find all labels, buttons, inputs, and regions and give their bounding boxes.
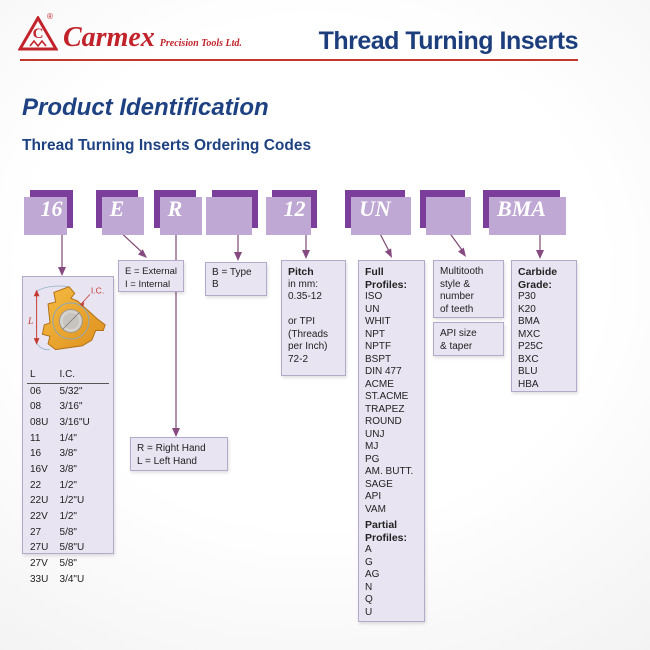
cell-ic: 3/4"U	[59, 573, 85, 585]
cell-ic: 5/32"	[59, 385, 83, 397]
cell-l: 06	[30, 385, 42, 397]
brand-subtitle: Precision Tools Ltd.	[159, 38, 242, 49]
cell-ic: 1/2"	[59, 511, 77, 523]
cell-l: 27	[30, 526, 42, 538]
profile-item: NPTF	[365, 341, 392, 352]
note-line: L = Left Hand	[137, 455, 197, 467]
insert-size-panel	[22, 276, 114, 585]
note-line: R = Right Hand	[137, 443, 206, 454]
table-row	[27, 557, 109, 573]
note-line: I = Internal	[125, 279, 171, 290]
code-label: E	[109, 196, 125, 221]
note-line: in mm:	[288, 278, 318, 290]
cell-ic: 1/2"U	[59, 495, 85, 507]
external-internal-box	[118, 260, 184, 292]
dim-l-label: L	[28, 316, 34, 327]
pitch-box	[281, 260, 346, 376]
code-label: 16	[40, 196, 63, 221]
profile-item: UNJ	[365, 428, 385, 440]
note-line: Multitooth	[440, 266, 484, 277]
profile-item: API	[365, 491, 382, 502]
profile-item: AG	[365, 569, 380, 580]
cell-l: 08	[30, 401, 42, 413]
section-subheading: Thread Turning Inserts Ordering Codes	[22, 137, 312, 154]
profile-item: TRAPEZ	[365, 403, 405, 415]
profile-item: ISO	[365, 291, 383, 302]
profile-item: SAGE	[365, 478, 393, 490]
code-box-blank-2	[420, 190, 465, 228]
cell-l: 27V	[30, 558, 48, 570]
note-line: of teeth	[440, 303, 474, 315]
table-row	[27, 384, 109, 400]
table-row	[27, 462, 109, 478]
note-line: number	[440, 291, 474, 302]
grade-item: BMA	[518, 316, 540, 327]
grade-item: HBA	[518, 378, 539, 390]
cell-l: 22U	[30, 495, 49, 507]
grade-item: P25C	[518, 341, 544, 352]
profile-item: MJ	[365, 441, 379, 452]
code-label: 12	[283, 196, 306, 221]
cell-ic: 5/8"	[59, 558, 77, 570]
profile-item: N	[365, 581, 373, 593]
cell-l: 08U	[30, 416, 49, 428]
cell-ic: 3/16"U	[59, 416, 90, 428]
note-line: B = Type B	[212, 266, 252, 290]
table-row	[27, 510, 109, 526]
code-label: UN	[359, 196, 391, 221]
code-box-blank-1	[212, 190, 258, 228]
cell-ic: 3/8"	[59, 448, 77, 460]
table-row	[27, 572, 109, 588]
profile-item: PG	[365, 453, 380, 465]
cell-ic: 1/2"	[59, 479, 77, 491]
table-row	[27, 541, 109, 557]
multitooth-box	[433, 260, 504, 318]
grade-item: BLU	[518, 366, 538, 377]
header-divider	[20, 59, 578, 61]
insert-diagram	[27, 281, 111, 361]
profile-item: UN	[365, 303, 380, 315]
code-label: R	[167, 196, 183, 221]
carbide-grade-box	[511, 260, 577, 392]
note-line: & taper	[440, 340, 473, 352]
profile-item: Q	[365, 594, 373, 605]
api-size-box	[433, 322, 504, 356]
profile-item: VAM	[365, 503, 386, 515]
cell-ic: 1/4"	[59, 432, 77, 444]
carbide-title: Carbide Grade:	[518, 266, 558, 291]
note-line: (Threads	[288, 328, 329, 340]
table-row	[27, 525, 109, 541]
note-line: per Inch)	[288, 341, 328, 352]
cell-l: 27U	[30, 542, 49, 554]
partial-profiles-title: Partial Profiles:	[365, 519, 408, 544]
profile-item: A	[365, 544, 372, 555]
cell-l: 22	[30, 479, 42, 491]
grade-item: MXC	[518, 328, 541, 340]
cell-l: 16V	[30, 464, 48, 476]
registered-mark: ®	[47, 12, 53, 21]
cell-l: 22V	[30, 511, 48, 523]
code-box-profile	[345, 190, 405, 228]
grade-item: K20	[518, 303, 536, 315]
code-box-size	[30, 190, 73, 228]
cell-l: 11	[30, 432, 41, 444]
note-line: 72-2	[288, 353, 309, 365]
section-heading: Product Identification	[22, 94, 269, 121]
note-line: style &	[440, 278, 471, 290]
table-row	[27, 415, 109, 431]
code-box-grade	[483, 190, 560, 228]
cell-l: 33U	[30, 573, 49, 585]
table-header-l: L	[27, 369, 57, 384]
table-row	[27, 478, 109, 494]
note-line	[288, 304, 339, 317]
svg-text:C: C	[32, 26, 44, 42]
profile-item: ST.ACME	[365, 391, 409, 402]
code-box-ext-int	[96, 190, 138, 228]
cell-ic: 3/16"	[59, 401, 83, 413]
carmex-logo-icon	[18, 16, 58, 52]
type-b-box	[205, 262, 267, 296]
table-header-row	[27, 369, 109, 384]
profile-item: ROUND	[365, 416, 402, 427]
profile-item: AM. BUTT.	[365, 466, 414, 477]
header-logo	[18, 16, 242, 52]
hand-box	[130, 437, 228, 471]
table-row	[27, 447, 109, 463]
table-row	[27, 494, 109, 510]
insert-size-table	[27, 369, 109, 588]
cell-l: 16	[30, 448, 42, 460]
profile-item: WHIT	[365, 316, 391, 327]
note-line: API size	[440, 328, 477, 339]
grade-item: BXC	[518, 353, 539, 365]
profile-item: BSPT	[365, 353, 392, 365]
grade-item: P30	[518, 291, 536, 302]
note-line: or TPI	[288, 316, 316, 327]
page-title: Thread Turning Inserts	[318, 27, 578, 55]
note-line: E = External	[125, 266, 178, 277]
code-box-hand	[154, 190, 196, 228]
ic-label: I.C.	[90, 285, 105, 296]
cell-ic: 5/8"	[59, 526, 77, 538]
profile-item: NPT	[365, 328, 385, 340]
table-header-ic: I.C.	[57, 369, 109, 384]
cell-ic: 3/8"	[59, 464, 77, 476]
code-label: BMA	[497, 196, 546, 221]
full-profiles-title: Full Profiles:	[365, 266, 408, 291]
table-row	[27, 400, 109, 416]
table-row	[27, 431, 109, 447]
note-line: 0.35-12	[288, 291, 322, 302]
profile-item: G	[365, 556, 373, 568]
profiles-box	[358, 260, 425, 622]
profile-item: DIN 477	[365, 366, 402, 377]
profile-item: ACME	[365, 378, 394, 390]
cell-ic: 5/8"U	[59, 542, 85, 554]
profile-item: U	[365, 606, 373, 618]
brand-wordmark: Carmex	[63, 22, 155, 53]
code-box-pitch	[272, 190, 317, 228]
pitch-title: Pitch	[288, 266, 314, 278]
